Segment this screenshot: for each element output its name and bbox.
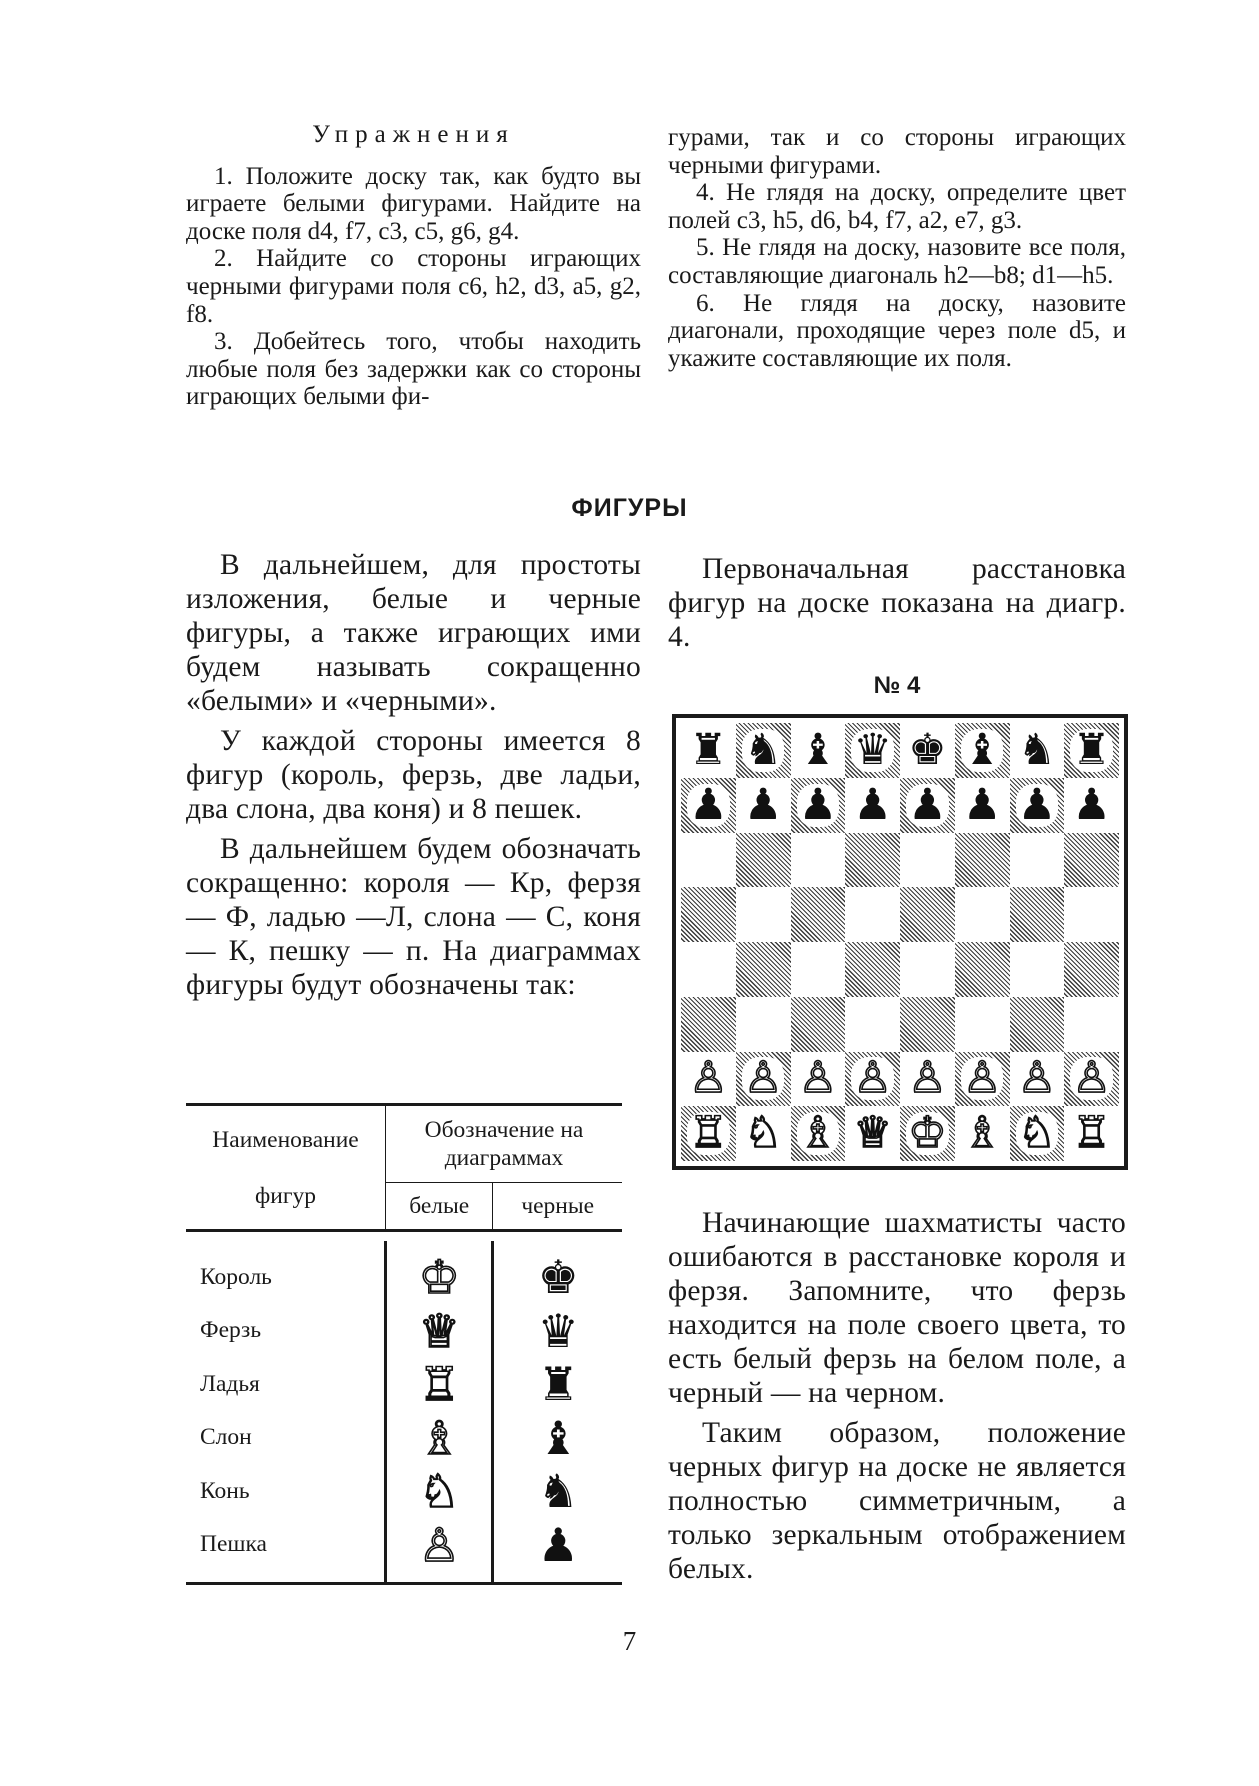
board-square: [1064, 887, 1119, 942]
black-piece-icon: ♞: [1017, 724, 1057, 775]
black-piece-icon: ♚: [537, 1250, 579, 1305]
header-name-cell: [186, 1105, 386, 1231]
board-square: [736, 942, 791, 997]
board-square: [1064, 833, 1119, 888]
white-piece-icon: ♕: [853, 1108, 892, 1159]
board-square: [1010, 887, 1065, 942]
right-intro: [668, 552, 1126, 660]
white-piece-icon: ♖: [1072, 1108, 1111, 1159]
white-piece-icon: ♗: [418, 1410, 460, 1465]
board-square: [900, 723, 955, 778]
board-square: [955, 723, 1010, 778]
chess-board-diagram: [672, 714, 1128, 1170]
exercise-1: 1. Положите доску так, как будто вы играете белыми фигурами. Найдите на доске поля d4, f7, c3, c5, g6, g4.: [186, 162, 641, 245]
board-square: [955, 778, 1010, 833]
exercise-5: 5. Не глядя на доску, назовите все поля, составляющие диагональ h2—b8; d1—h5.: [668, 234, 1126, 289]
black-piece-icon: ♟: [853, 779, 892, 830]
board-square: [1010, 833, 1065, 888]
board-square: [900, 997, 955, 1052]
board-square: [736, 723, 791, 778]
board-square: [681, 778, 736, 833]
white-piece-icon: ♙: [418, 1517, 460, 1572]
board-square: [1064, 1052, 1119, 1107]
board-square: [845, 887, 900, 942]
board-square: [1010, 723, 1065, 778]
black-piece-icon: ♝: [962, 724, 1002, 775]
body-paragraph-3: В дальнейшем будем обозначать сокращенно: короля — Кр, ферзя — Ф, ладью —Л, слона — С, коня — К, пешку — п. На диаграммах фигуры будут обозначены так:: [186, 833, 641, 1001]
header-white: белые: [386, 1183, 493, 1231]
board-square: [1010, 778, 1065, 833]
board-square: [900, 833, 955, 888]
exercise-4: 4. Не глядя на доску, определите цвет полей c3, h5, d6, b4, f7, a2, e7, g3.: [668, 179, 1126, 234]
black-piece-icon: ♝: [798, 724, 838, 775]
board-square: [1010, 997, 1065, 1052]
exercise-6: 6. Не глядя на доску, назовите диагонали, проходящие через поле d5, и укажите составляющие их поля.: [668, 289, 1126, 372]
board-square: [681, 1106, 736, 1161]
board-square: [736, 997, 791, 1052]
black-piece-icon: ♛: [537, 1303, 579, 1358]
white-piece-icon: ♖: [689, 1108, 728, 1159]
black-piece-icon: ♟: [798, 779, 838, 830]
board-square: [681, 997, 736, 1052]
diagram-intro: Первоначальная расстановка фигур на доске показана на диагр. 4.: [668, 553, 1126, 653]
black-symbols-column: [493, 1241, 622, 1584]
black-piece-icon: ♟: [962, 779, 1002, 830]
board-square: [845, 833, 900, 888]
piece-name: Пешка: [200, 1531, 267, 1557]
board-square: [791, 997, 846, 1052]
body-paragraph-1: В дальнейшем, для простоты изложения, белые и черные фигуры, а также играющих ими будем называть сокращенно «белыми» и «черными».: [186, 549, 641, 717]
black-piece-icon: ♝: [537, 1410, 579, 1465]
board-square: [681, 1052, 736, 1107]
left-body: [186, 548, 641, 1008]
white-piece-icon: ♗: [798, 1108, 838, 1159]
black-piece-icon: ♜: [689, 724, 728, 775]
piece-name: Слон: [200, 1424, 252, 1450]
board-square: [900, 1106, 955, 1161]
exercise-3-continuation: гурами, так и со стороны играющих черными фигурами.: [668, 124, 1126, 179]
black-piece-icon: ♚: [908, 724, 947, 775]
header-name-2: фигур: [255, 1182, 316, 1209]
white-piece-icon: ♘: [743, 1108, 783, 1159]
black-piece-icon: ♟: [689, 779, 728, 830]
board-square: [1010, 942, 1065, 997]
white-piece-icon: ♕: [418, 1303, 460, 1358]
piece-name: Конь: [200, 1477, 250, 1504]
exercises-right: [668, 124, 1126, 372]
board-square: [736, 887, 791, 942]
exercises-left: [186, 121, 641, 411]
board-square: [845, 1052, 900, 1107]
white-piece-icon: ♙: [908, 1053, 947, 1104]
board-square: [791, 723, 846, 778]
black-piece-icon: ♛: [853, 724, 892, 775]
right-paragraph-2: Таким образом, положение черных фигур на доске не является полностью симметричным, а только зеркальным отображением белых.: [668, 1417, 1126, 1585]
board-square: [845, 997, 900, 1052]
black-piece-icon: ♟: [1072, 779, 1111, 830]
black-piece-icon: ♟: [908, 779, 947, 830]
body-paragraph-2: У каждой стороны имеется 8 фигур (король, ферзь, две ладьи, два слона, два коня) и 8 пешек.: [186, 725, 641, 825]
board-square: [1010, 1106, 1065, 1161]
board-square: [1010, 1052, 1065, 1107]
board-square: [1064, 778, 1119, 833]
white-piece-icon: ♙: [743, 1053, 783, 1104]
names-column: [186, 1241, 386, 1584]
board-square: [1064, 997, 1119, 1052]
board-square: [791, 942, 846, 997]
board-square: [845, 778, 900, 833]
black-piece-icon: ♜: [537, 1357, 579, 1412]
exercise-3: 3. Добейтесь того, чтобы находить любые поля без задержки как со стороны играющих белыми фи-: [186, 328, 641, 411]
board-square: [955, 1106, 1010, 1161]
piece-name: Ферзь: [200, 1317, 262, 1343]
board-square: [681, 833, 736, 888]
black-piece-icon: ♟: [1017, 779, 1057, 830]
board-square: [681, 723, 736, 778]
board-square: [791, 833, 846, 888]
right-paragraph-1: Начинающие шахматисты часто ошибаются в расстановке короля и ферзя. Запомните, что ферзь находится на поле своего цвета, то есть белый ферзь на белом поле, а черный — на черном.: [668, 1207, 1126, 1409]
white-piece-icon: ♗: [962, 1108, 1002, 1159]
header-group: Обозначение на диаграммах: [386, 1105, 623, 1183]
exercises-heading: Упражнения: [312, 121, 515, 148]
board-square: [791, 778, 846, 833]
board-square: [900, 778, 955, 833]
board-square: [1064, 1106, 1119, 1161]
white-piece-icon: ♙: [798, 1053, 838, 1104]
header-black: черные: [493, 1183, 622, 1231]
white-piece-icon: ♙: [962, 1053, 1002, 1104]
header-name-1: Наименование: [212, 1126, 359, 1153]
black-piece-icon: ♞: [537, 1464, 579, 1519]
board-square: [736, 1052, 791, 1107]
board-square: [681, 942, 736, 997]
board-square: [955, 833, 1010, 888]
board-square: [791, 887, 846, 942]
white-piece-icon: ♙: [1072, 1053, 1111, 1104]
board-square: [955, 887, 1010, 942]
board-square: [845, 942, 900, 997]
board-square: [845, 723, 900, 778]
board-square: [955, 997, 1010, 1052]
board-square: [845, 1106, 900, 1161]
white-piece-icon: ♙: [1017, 1053, 1057, 1104]
white-piece-icon: ♘: [418, 1464, 460, 1519]
board-square: [736, 778, 791, 833]
black-piece-icon: ♜: [1072, 724, 1111, 775]
white-piece-icon: ♔: [418, 1250, 460, 1305]
white-piece-icon: ♖: [418, 1357, 460, 1412]
black-piece-icon: ♟: [537, 1517, 579, 1572]
board-square: [900, 942, 955, 997]
white-piece-icon: ♙: [689, 1053, 728, 1104]
board-square: [1064, 723, 1119, 778]
board-square: [736, 833, 791, 888]
board-square: [955, 1052, 1010, 1107]
board-square: [900, 1052, 955, 1107]
board-square: [681, 887, 736, 942]
white-piece-icon: ♔: [908, 1108, 947, 1159]
board-square: [1064, 942, 1119, 997]
white-piece-icon: ♙: [853, 1053, 892, 1104]
black-piece-icon: ♟: [743, 779, 783, 830]
right-body: [668, 1206, 1126, 1592]
board-square: [955, 942, 1010, 997]
board-square: [791, 1106, 846, 1161]
board-square: [736, 1106, 791, 1161]
white-piece-icon: ♘: [1017, 1108, 1057, 1159]
board-square: [791, 1052, 846, 1107]
exercise-2: 2. Найдите со стороны играющих черными фигурами поля c6, h2, d3, a5, g2, f8.: [186, 245, 641, 328]
diagram-label: № 4: [873, 672, 921, 699]
white-symbols-column: [386, 1241, 493, 1584]
black-piece-icon: ♞: [743, 724, 783, 775]
board-square: [900, 887, 955, 942]
piece-name: Ладья: [200, 1370, 260, 1397]
pieces-legend-table: [186, 1103, 622, 1585]
section-title: ФИГУРЫ: [571, 494, 688, 522]
piece-name: Король: [200, 1263, 272, 1290]
page-number: 7: [622, 1626, 637, 1656]
